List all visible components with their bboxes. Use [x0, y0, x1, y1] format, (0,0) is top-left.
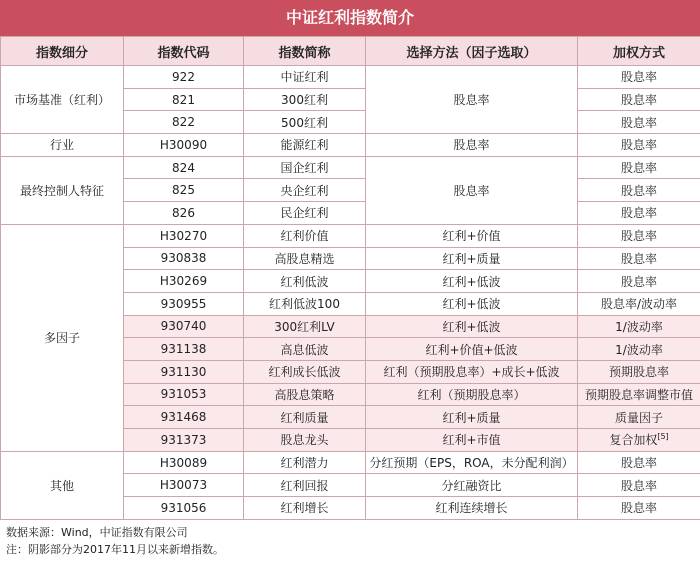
- name-cell: 红利回报: [244, 474, 366, 497]
- weight-cell: 股息率: [578, 474, 700, 497]
- footnotes: [0, 520, 700, 558]
- code-cell: 931373: [124, 429, 244, 452]
- code-cell: 821: [124, 88, 244, 111]
- method-cell: 红利+质量: [366, 247, 578, 270]
- name-cell: 高息低波: [244, 338, 366, 361]
- name-cell: 红利质量: [244, 406, 366, 429]
- table-row: [1, 451, 700, 474]
- weight-cell: 1/波动率: [578, 338, 700, 361]
- method-cell: 红利（预期股息率）+成长+低波: [366, 360, 578, 383]
- method-cell: 红利+低波: [366, 270, 578, 293]
- weight-cell: 预期股息率: [578, 360, 700, 383]
- header-method: 选择方法（因子选取）: [366, 37, 578, 66]
- method-cell: 红利+市值: [366, 429, 578, 452]
- footnote-ref: [5]: [657, 432, 669, 442]
- method-cell: 股息率: [366, 134, 578, 157]
- weight-cell: 股息率/波动率: [578, 292, 700, 315]
- code-cell: 822: [124, 111, 244, 134]
- name-cell: 红利价值: [244, 224, 366, 247]
- name-cell: 红利潜力: [244, 451, 366, 474]
- group-cell: 其他: [1, 451, 124, 519]
- code-cell: 922: [124, 66, 244, 89]
- table-row: [1, 66, 700, 89]
- name-cell: 300红利LV: [244, 315, 366, 338]
- weight-cell: 股息率: [578, 88, 700, 111]
- name-cell: 高股息策略: [244, 383, 366, 406]
- weight-cell: 股息率: [578, 134, 700, 157]
- name-cell: 500红利: [244, 111, 366, 134]
- method-cell: 红利+低波: [366, 315, 578, 338]
- weight-cell: 股息率: [578, 111, 700, 134]
- name-cell: 中证红利: [244, 66, 366, 89]
- weight-cell: 股息率: [578, 66, 700, 89]
- name-cell: 红利增长: [244, 497, 366, 520]
- method-cell: 股息率: [366, 156, 578, 224]
- name-cell: 央企红利: [244, 179, 366, 202]
- table-row: [1, 224, 700, 247]
- table-row: [1, 134, 700, 157]
- method-cell: 红利连续增长: [366, 497, 578, 520]
- name-cell: 国企红利: [244, 156, 366, 179]
- code-cell: H30270: [124, 224, 244, 247]
- method-cell: 红利+质量: [366, 406, 578, 429]
- method-cell: 红利+价值+低波: [366, 338, 578, 361]
- group-cell: 行业: [1, 134, 124, 157]
- header-code: 指数代码: [124, 37, 244, 66]
- code-cell: 931130: [124, 360, 244, 383]
- method-cell: 股息率: [366, 66, 578, 134]
- code-cell: H30269: [124, 270, 244, 293]
- code-cell: 824: [124, 156, 244, 179]
- weight-cell: 股息率: [578, 497, 700, 520]
- table-title: 中证红利指数简介: [0, 0, 700, 36]
- group-cell: 最终控制人特征: [1, 156, 124, 224]
- code-cell: 930838: [124, 247, 244, 270]
- code-cell: H30073: [124, 474, 244, 497]
- weight-text: 复合加权: [609, 433, 658, 448]
- weight-cell: 股息率: [578, 247, 700, 270]
- weight-cell: 股息率: [578, 451, 700, 474]
- weight-cell: 股息率: [578, 179, 700, 202]
- name-cell: 能源红利: [244, 134, 366, 157]
- header-category: 指数细分: [1, 37, 124, 66]
- code-cell: H30090: [124, 134, 244, 157]
- code-cell: 931053: [124, 383, 244, 406]
- name-cell: 股息龙头: [244, 429, 366, 452]
- name-cell: 红利成长低波: [244, 360, 366, 383]
- weight-cell: 股息率: [578, 202, 700, 225]
- weight-cell: 股息率: [578, 224, 700, 247]
- name-cell: 300红利: [244, 88, 366, 111]
- weight-cell: 股息率: [578, 270, 700, 293]
- weight-cell: 质量因子: [578, 406, 700, 429]
- code-cell: 930955: [124, 292, 244, 315]
- table-row: [1, 156, 700, 179]
- method-cell: 分红预期（EPS，ROA，未分配利润）: [366, 451, 578, 474]
- code-cell: 930740: [124, 315, 244, 338]
- source-note: 数据来源：Wind，中证指数有限公司: [6, 525, 188, 539]
- weight-cell: 股息率: [578, 156, 700, 179]
- group-cell: 市场基准（红利）: [1, 66, 124, 134]
- code-cell: H30089: [124, 451, 244, 474]
- name-cell: 红利低波: [244, 270, 366, 293]
- weight-cell: [578, 429, 700, 452]
- method-cell: 红利+价值: [366, 224, 578, 247]
- weight-cell: 1/波动率: [578, 315, 700, 338]
- code-cell: 826: [124, 202, 244, 225]
- code-cell: 931138: [124, 338, 244, 361]
- method-cell: 红利+低波: [366, 292, 578, 315]
- method-cell: 分红融资比: [366, 474, 578, 497]
- name-cell: 红利低波100: [244, 292, 366, 315]
- header-name: 指数简称: [244, 37, 366, 66]
- weight-cell: 预期股息率调整市值: [578, 383, 700, 406]
- name-cell: 民企红利: [244, 202, 366, 225]
- header-row: [1, 37, 700, 66]
- code-cell: 931468: [124, 406, 244, 429]
- name-cell: 高股息精选: [244, 247, 366, 270]
- code-cell: 825: [124, 179, 244, 202]
- method-cell: 红利（预期股息率）: [366, 383, 578, 406]
- group-cell: 多因子: [1, 224, 124, 451]
- code-cell: 931056: [124, 497, 244, 520]
- shading-note: 注：阴影部分为2017年11月以来新增指数。: [6, 542, 224, 556]
- header-weight: 加权方式: [578, 37, 700, 66]
- index-table: [0, 36, 700, 520]
